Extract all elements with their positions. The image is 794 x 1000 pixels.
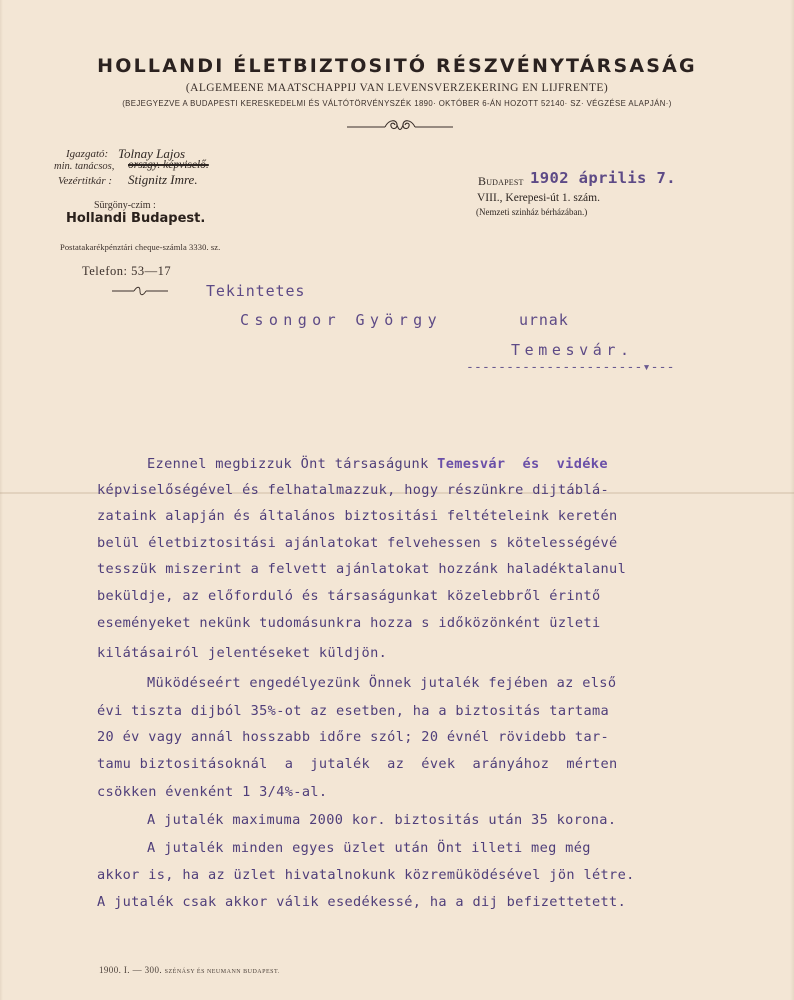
body-text: képviselőségével és felhatalmazzuk, hogy részünkre dijtáblá- — [97, 482, 610, 498]
body-highlight: Temesvár és vidéke — [437, 456, 608, 472]
recipient-title: urnak — [519, 311, 569, 329]
secretary-name: Stignitz Imre. — [128, 172, 198, 187]
print-footer — [99, 965, 280, 975]
body-line — [147, 675, 616, 691]
recipient-underline: ----------------------▾--- — [466, 360, 675, 375]
body-text: A jutalék minden egyes üzlet után Önt illeti meg még — [147, 840, 591, 856]
body-line — [97, 588, 601, 604]
recipient-name: Csongor György — [240, 311, 443, 329]
body-line — [97, 867, 635, 883]
body-line — [97, 645, 387, 661]
body-line — [97, 508, 618, 524]
secretary-label: Vezértitkár : — [58, 175, 113, 187]
phone-number: Telefon: 53—17 — [82, 264, 172, 278]
telegram-address: Hollandi Budapest. — [66, 211, 206, 226]
body-line — [97, 756, 618, 772]
director-title-struck: orszgy. képviselő. — [128, 159, 209, 171]
printer-name: SZÉNÁSY ÉS NEUMANN BUDAPEST. — [164, 969, 280, 975]
body-text: A jutalék csak akkor válik esedékessé, ha a dij befizettetett. — [97, 894, 627, 910]
body-line — [97, 894, 626, 910]
divider-ornament-icon — [110, 285, 170, 297]
body-line — [147, 456, 608, 472]
recipient-city: Temesvár. — [511, 341, 634, 359]
body-text: csökken évenként 1 3/4%-al. — [97, 784, 328, 800]
body-text: Müködéseért engedélyezünk Önnek jutalék fejében az első — [147, 675, 617, 691]
body-text: akkor is, ha az üzlet hivatalnokunk közremüködésével jön létre. — [97, 867, 635, 883]
body-text: 20 év vagy annál hosszabb időre szól; 20 évnél rövidebb tar- — [97, 729, 610, 745]
body-text: Ezennel megbizzuk Önt társaságunk — [147, 456, 438, 472]
director-name: Tolnay Lajos — [118, 146, 186, 161]
salutation: Tekintetes — [206, 282, 306, 300]
body-text: A jutalék maximuma 2000 kor. biztositás után 35 korona. — [147, 812, 617, 828]
print-run: 1900. I. — 300. — [99, 965, 162, 975]
street-address: VIII., Kerepesi-út 1. szám. — [477, 192, 600, 204]
flourish-ornament-icon — [345, 115, 455, 135]
body-line — [97, 729, 609, 745]
postal-account: Postatakarékpénztári cheque-számla 3330. sz. — [60, 242, 221, 252]
body-line — [97, 703, 609, 719]
letter-date: 1902 április 7. — [530, 169, 676, 187]
address-note: (Nemzeti szinház bérházában.) — [476, 207, 588, 217]
telegram-label: Sürgöny-czím : — [94, 200, 156, 211]
body-text: évi tiszta dijból 35%-ot az esetben, ha a biztositás tartama — [97, 703, 610, 719]
body-line — [97, 784, 327, 800]
body-text: belül életbiztositási ajánlatokat felvehessen s kötelességévé — [97, 535, 618, 551]
company-name: HOLLANDI ÉLETBIZTOSITÓ RÉSZVÉNYTÁRSASÁG — [97, 55, 697, 77]
body-text: eseményeket nekünk tudomásunkra hozza s időközönként üzleti — [97, 615, 601, 631]
body-line — [147, 840, 591, 856]
body-line — [97, 615, 601, 631]
director-title: min. tanácsos, — [54, 161, 115, 172]
registry-note: (BEJEGYEZVE A BUDAPESTI KERESKEDELMI ÉS VÁLTÓTÖRVÉNYSZÉK 1890· OKTÓBER 6-ÁN HOZOTT 52140· SZ· VÉGZÉSE ALAPJÁN·) — [122, 99, 672, 108]
company-subtitle: (ALGEMEENE MAATSCHAPPIJ VAN LEVENSVERZEKERING EN LIJFRENTE) — [185, 82, 609, 94]
body-text: beküldje, az előforduló és társaságunkat közelebbről érintő — [97, 588, 601, 604]
body-line — [97, 482, 609, 498]
body-text: tesszük miszerint a felvett ajánlatokat hozzánk haladéktalanul — [97, 561, 627, 577]
director-label: Igazgató: — [66, 148, 109, 160]
body-line — [97, 561, 626, 577]
body-line — [147, 812, 616, 828]
body-text: kilátásairól jelentéseket küldjön. — [97, 645, 388, 661]
place-city: Budapest — [478, 174, 524, 188]
body-text: zataink alapján és általános biztositási feltételeink keretén — [97, 508, 618, 524]
body-text: tamu biztositásoknál a jutalék az évek arányához mérten — [97, 756, 618, 772]
body-line — [97, 535, 618, 551]
